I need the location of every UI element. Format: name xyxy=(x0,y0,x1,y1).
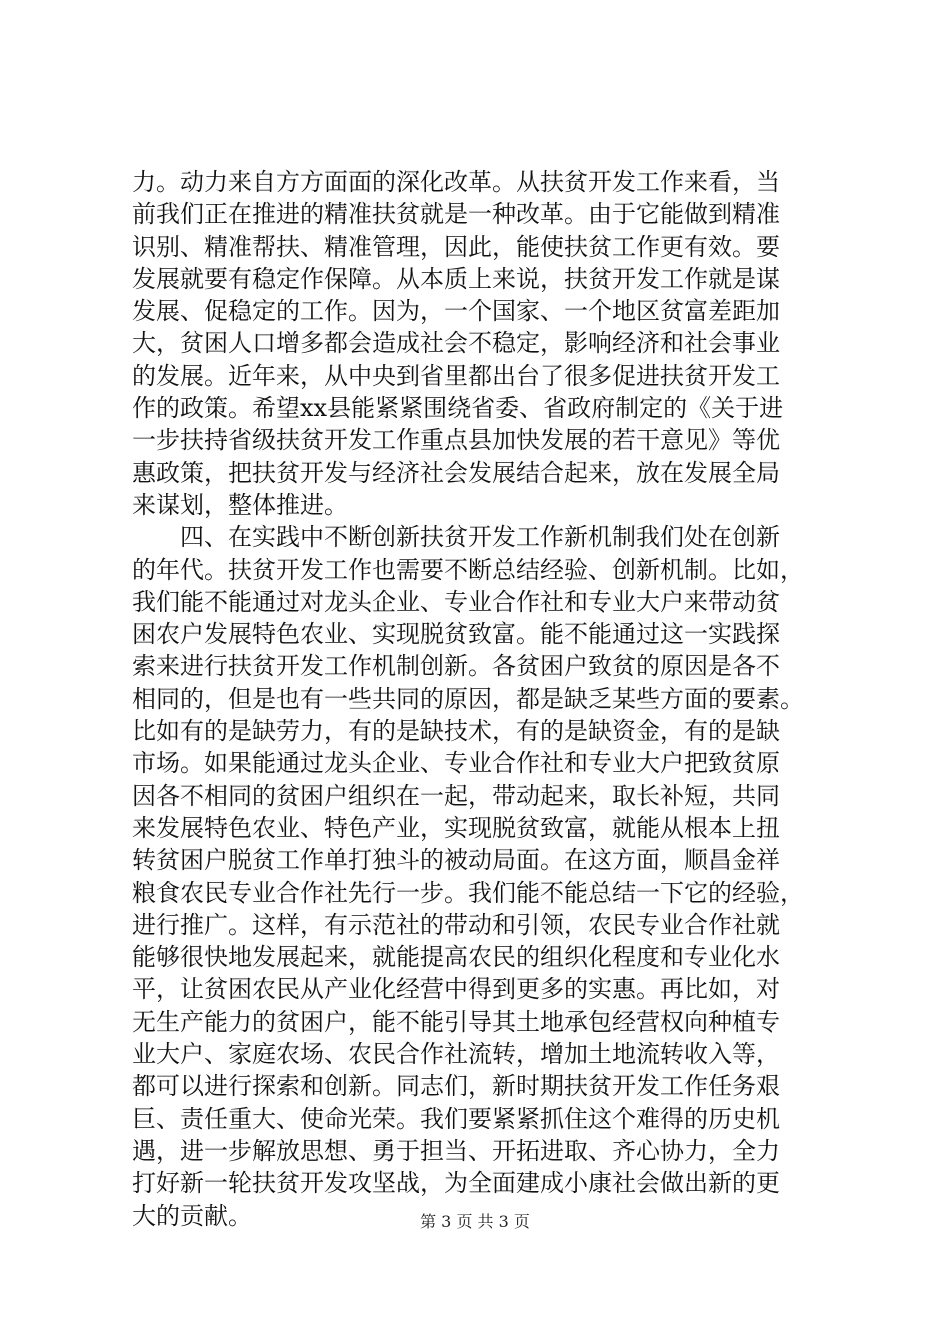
text-line: 力。动力来自方方面面的深化改革。从扶贫开发工作来看，当 xyxy=(132,168,780,196)
text-line: 来发展特色农业、特色产业，实现脱贫致富，就能从根本上扭 xyxy=(132,813,780,842)
text-line: 相同的，但是也有一些共同的原因，都是缺乏某些方面的要素。 xyxy=(132,684,804,713)
text-line: 索来进行扶贫开发工作机制创新。各贫困户致贫的原因是各不 xyxy=(132,652,780,681)
text-line: 市场。如果能通过龙头企业、专业合作社和专业大户把致贫原 xyxy=(132,749,780,778)
text-line: 一步扶持省级扶贫开发工作重点县加快发展的若干意见》等优 xyxy=(132,426,780,455)
text-line: 困农户发展特色农业、实现脱贫致富。能不能通过这一实践探 xyxy=(132,620,780,649)
text-line: 的年代。扶贫开发工作也需要不断总结经验、创新机制。比如， xyxy=(132,555,804,584)
document-body xyxy=(132,166,862,1232)
text-line: 进行推广。这样，有示范社的带动和引领，农民专业合作社就 xyxy=(132,910,780,939)
text-line: 能够很快地发展起来，就能提高农民的组织化程度和专业化水 xyxy=(132,943,780,972)
text-line: 我们能不能通过对龙头企业、专业合作社和专业大户来带动贫 xyxy=(132,587,780,616)
text-line: 打好新一轮扶贫开发攻坚战，为全面建成小康社会做出新的更 xyxy=(132,1169,780,1198)
text-line: 识别、精准帮扶、精准管理，因此，能使扶贫工作更有效。要 xyxy=(132,232,780,261)
text-line: 巨、责任重大、使命光荣。我们要紧紧抓住这个难得的历史机 xyxy=(132,1104,780,1133)
text-line: 业大户、家庭农场、农民合作社流转，增加土地流转收入等， xyxy=(132,1040,780,1069)
page-footer: 第 3 页 共 3 页 xyxy=(420,1212,530,1231)
text-line: 粮食农民专业合作社先行一步。我们能不能总结一下它的经验， xyxy=(132,878,804,907)
text-line: 平，让贫困农民从产业化经营中得到更多的实惠。再比如，对 xyxy=(132,975,780,1004)
text-line: 作的政策。希望xx县能紧紧围绕省委、省政府制定的《关于进 xyxy=(132,394,784,423)
text-line: 前我们正在推进的精准扶贫就是一种改革。由于它能做到精准 xyxy=(132,200,780,229)
text-line: 大，贫困人口增多都会造成社会不稳定，影响经济和社会事业 xyxy=(132,329,780,358)
text-line: 四、在实践中不断创新扶贫开发工作新机制我们处在创新 xyxy=(132,523,780,552)
text-line: 来谋划，整体推进。 xyxy=(132,490,348,519)
text-line: 因各不相同的贫困户组织在一起，带动起来，取长补短，共同 xyxy=(132,781,780,810)
text-line: 发展就要有稳定作保障。从本质上来说，扶贫开发工作就是谋 xyxy=(132,264,780,293)
text-line: 发展、促稳定的工作。因为，一个国家、一个地区贫富差距加 xyxy=(132,297,780,326)
text-line: 的发展。近年来，从中央到省里都出台了很多促进扶贫开发工 xyxy=(132,361,780,390)
text-line: 无生产能力的贫困户，能不能引导其土地承包经营权向种植专 xyxy=(132,1007,780,1036)
text-line: 惠政策，把扶贫开发与经济社会发展结合起来，放在发展全局 xyxy=(132,458,780,487)
text-line: 比如有的是缺劳力，有的是缺技术，有的是缺资金，有的是缺 xyxy=(132,717,780,746)
text-line: 都可以进行探索和创新。同志们，新时期扶贫开发工作任务艰 xyxy=(132,1072,780,1101)
text-line: 大的贡献。 xyxy=(132,1201,252,1230)
text-line: 遇，进一步解放思想、勇于担当、开拓进取、齐心协力，全力 xyxy=(132,1136,780,1165)
text-line: 转贫困户脱贫工作单打独斗的被动局面。在这方面，顺昌金祥 xyxy=(132,846,780,875)
